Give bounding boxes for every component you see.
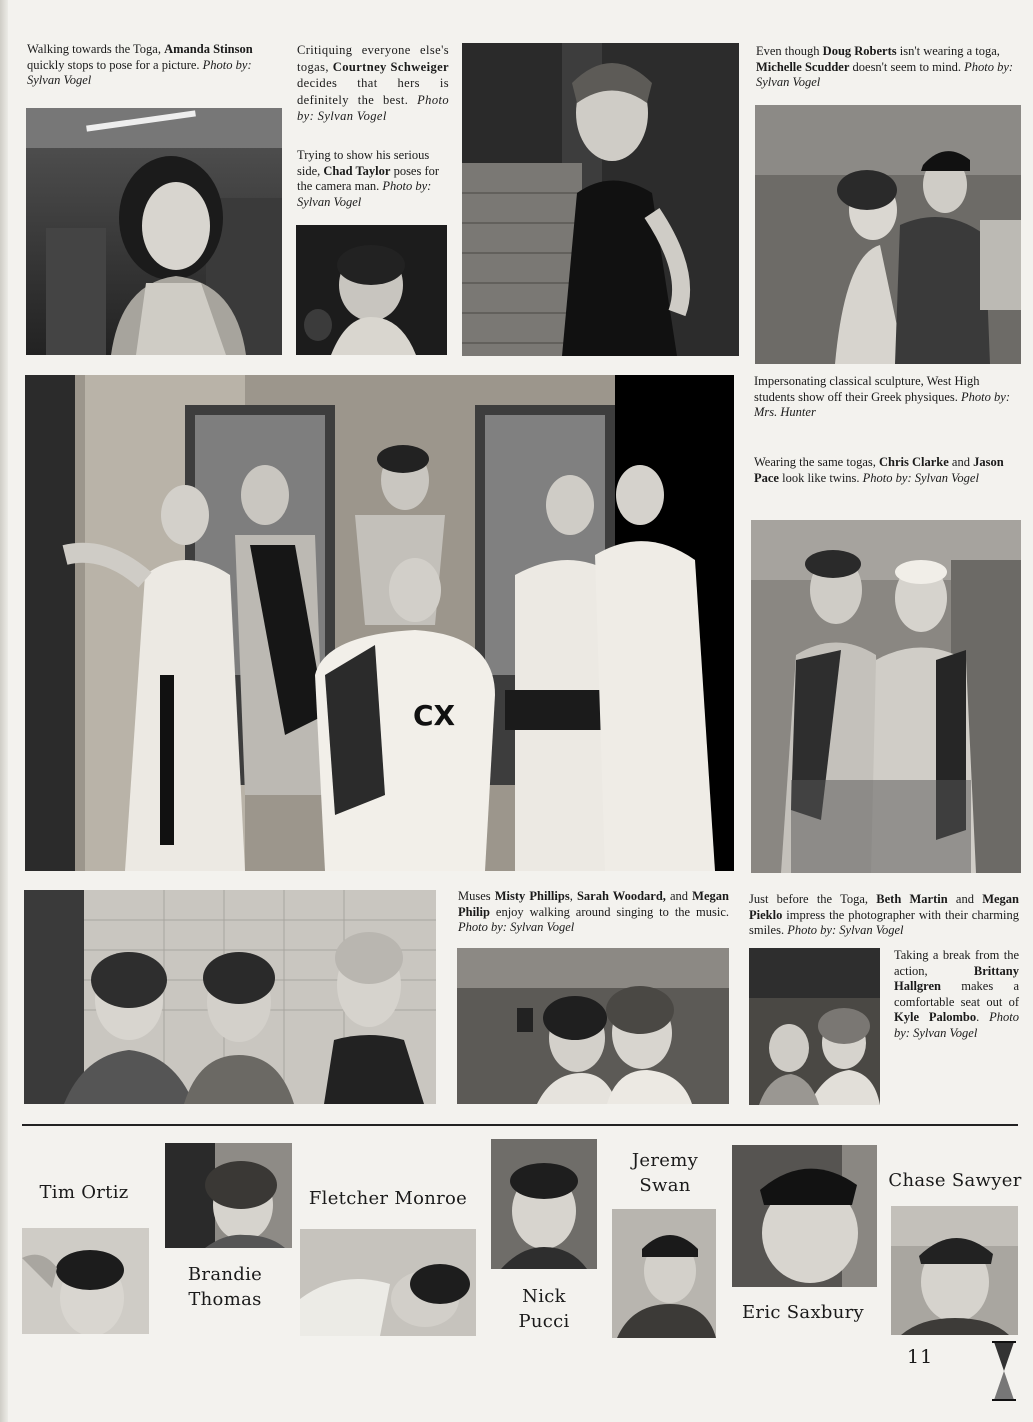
caption-amanda: Walking towards the Toga, Amanda Stinson quickly stops to pose for a picture. Photo by: Sylvan Vogel <box>27 42 253 87</box>
photo-beth-megan <box>457 948 729 1104</box>
portrait-brandie-thomas <box>165 1143 292 1248</box>
caption-beth-megan: Just before the Toga, Beth Martin and Megan Pieklo impress the photographer with their charming smiles. Photo by: Sylvan Vogel <box>749 892 1019 937</box>
photo-doug-michelle <box>755 105 1021 364</box>
portrait-nick-pucci <box>491 1139 597 1269</box>
photo-muses <box>24 890 436 1104</box>
portrait-name-fletcher-monroe: Fletcher Monroe <box>308 1188 468 1209</box>
portrait-name-jeremy-swan: Jeremy Swan <box>631 1150 699 1196</box>
caption-twins: Wearing the same togas, Chris Clarke and Jason Pace look like twins. Photo by: Sylvan Vogel <box>754 455 1004 485</box>
portrait-tim-ortiz <box>22 1228 149 1334</box>
page-number: 11 <box>907 1346 934 1368</box>
portrait-jeremy-swan <box>612 1209 716 1338</box>
portrait-name-nick-pucci: Nick Pucci <box>518 1286 570 1332</box>
portrait-fletcher-monroe <box>300 1229 476 1336</box>
portrait-eric-saxbury <box>732 1145 877 1287</box>
caption-brittany-kyle: Taking a break from the action, Brittany Hallgren makes a comfortable seat out of Kyle Palombo. Photo by: Sylvan Vogel <box>894 948 1020 1040</box>
page-spine <box>0 0 8 1422</box>
photo-amanda-stinson <box>26 108 282 355</box>
portrait-chase-sawyer <box>891 1206 1018 1335</box>
caption-courtney: Critiquing everyone else's togas, Courtney Schweiger decides that hers is definitely the best. Photo by: Sylvan Vogel <box>297 43 449 123</box>
photo-chris-jason <box>751 520 1021 873</box>
caption-doug-michelle: Even though Doug Roberts isn't wearing a toga, Michelle Scudder doesn't seem to mind. Photo by: Sylvan Vogel <box>756 44 1014 89</box>
photo-courtney-schweiger <box>462 43 739 356</box>
caption-chad: Trying to show his serious side, Chad Taylor poses for the camera man. Photo by: Sylvan Vogel <box>297 148 440 209</box>
section-divider <box>22 1124 1018 1126</box>
photo-group-sculpture <box>25 375 734 871</box>
portrait-name-chase-sawyer: Chase Sawyer <box>888 1170 1022 1191</box>
portrait-name-tim-ortiz: Tim Ortiz <box>39 1182 129 1203</box>
photo-chad-taylor <box>296 225 447 355</box>
svg-text:CX: CX <box>413 699 456 732</box>
caption-sculpture: Impersonating classical sculpture, West High students show off their Greek physiques. Photo by: Mrs. Hunter <box>754 374 1010 419</box>
portrait-name-brandie-thomas: Brandie Thomas <box>187 1264 263 1310</box>
caption-muses: Muses Misty Phillips, Sarah Woodard, and Megan Philip enjoy walking around singing to the music. Photo by: Sylvan Vogel <box>458 889 729 934</box>
hourglass-icon <box>992 1340 1016 1402</box>
portrait-name-eric-saxbury: Eric Saxbury <box>741 1302 864 1323</box>
photo-brittany-kyle <box>749 948 880 1105</box>
